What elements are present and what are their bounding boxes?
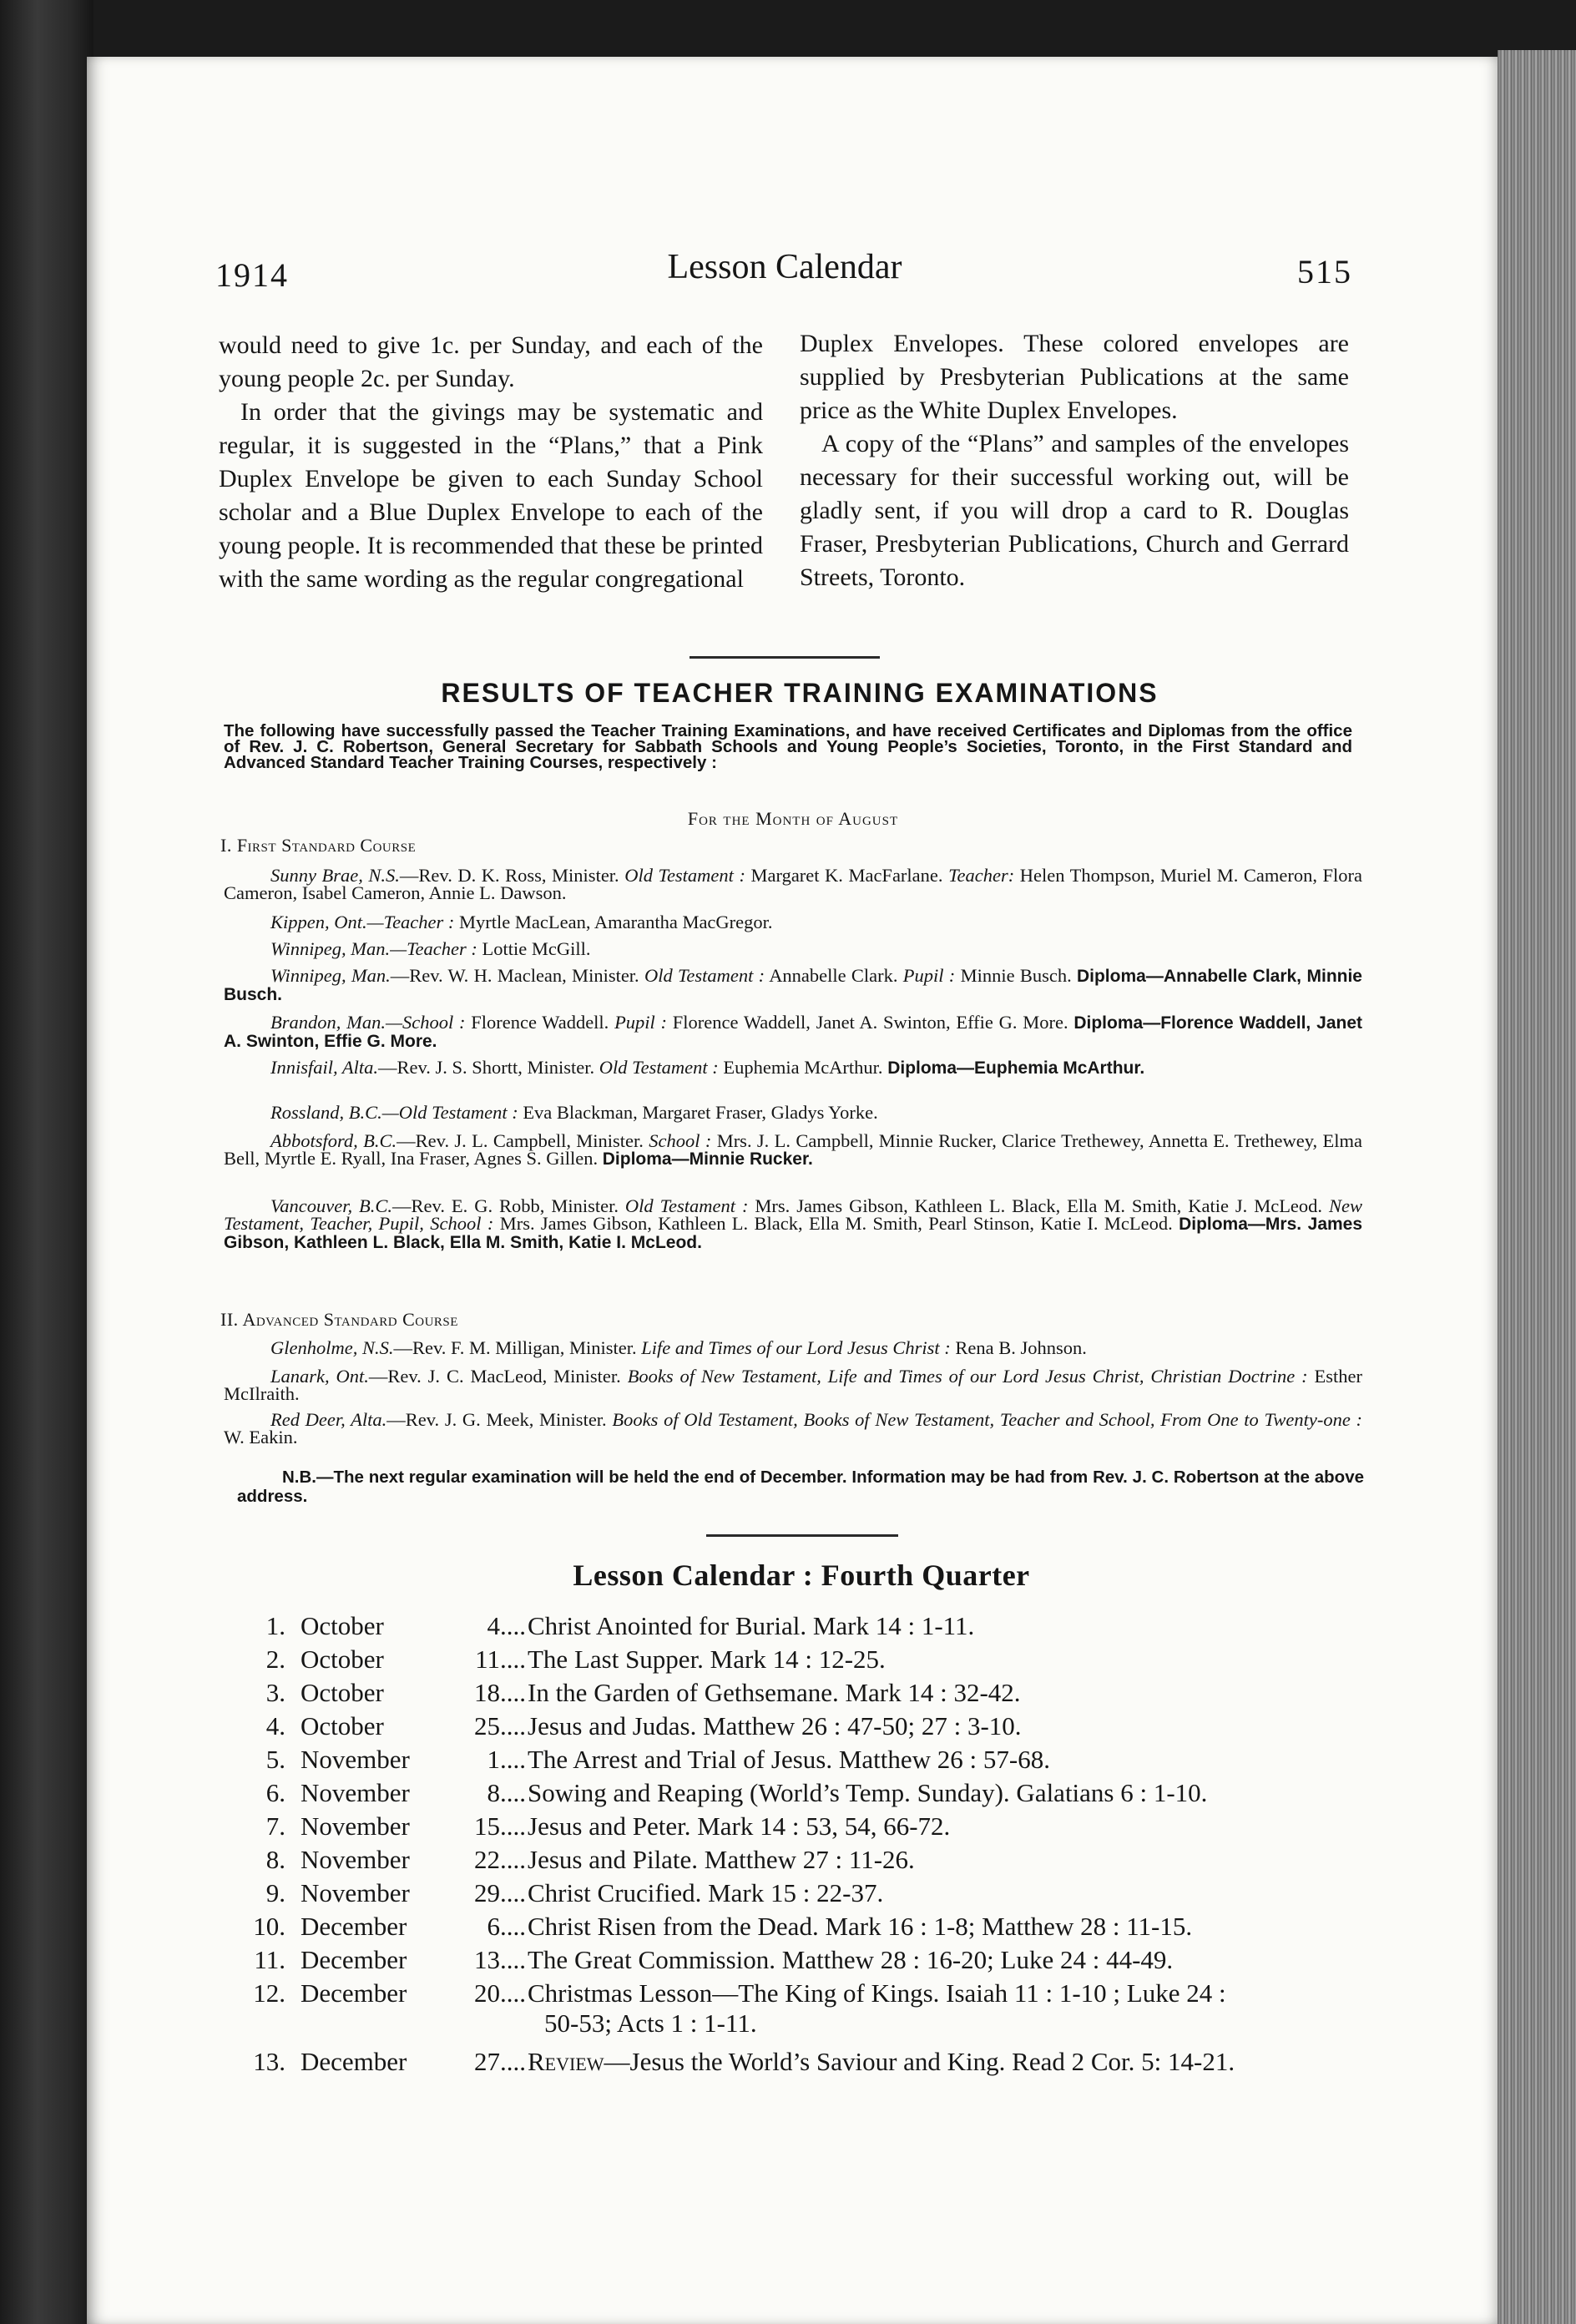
divider-rule [690, 656, 880, 659]
lesson-row: 4. October 25.... Jesus and Judas. Matthew 26 : 47-50; 27 : 3-10. [265, 1711, 1022, 1740]
lesson-row: 7. November 15.... Jesus and Peter. Mark 14 : 53, 54, 66-72. [265, 1811, 951, 1841]
nb-note: N.B.—The next regular examination will be held the end of December. Information may be had from Rev. J. C. Robertson at the above address. [237, 1468, 1364, 1506]
section-advanced-standard: II. Advanced Standard Course [220, 1309, 458, 1330]
left-paragraph-1: would need to give 1c. per Sunday, and each of the young people 2c. per Sunday. [219, 331, 763, 392]
lesson-row: 8. November 22.... Jesus and Pilate. Matthew 27 : 11-26. [265, 1845, 915, 1874]
left-paragraph-2: In order that the givings may be systematic and regular, it is suggested in the “Plans,” that a Pink Duplex Envelope be given to each Sunday School scholar and a Blue Duplex Envelope to each of the young people. It is recommended that these be printed with the same wording as the regular congregational [219, 398, 763, 593]
right-column [800, 327, 1349, 594]
results-intro: The following have successfully passed the Teacher Training Examinations, and have received Certificates and Diplomas from the office of Rev. J. C. Robertson, General Secretary for Sabbath Schools and Young People’s Societies, Toronto, in the First Standard and Advanced Standard Teacher Training Courses, respectively : [224, 721, 1352, 772]
lesson-row: 5. November 1.... The Arrest and Trial of Jesus. Matthew 26 : 57-68. [265, 1745, 1050, 1774]
left-column [219, 329, 763, 596]
lesson-row-continuation: 50-53; Acts 1 : 1-11. [544, 2008, 757, 2038]
entry-red-deer: Red Deer, Alta.—Rev. J. G. Meek, Minister. Books of Old Testament, Books of New Testament, Teacher and School, From One to Twenty-one : W. Eakin. [224, 1409, 1362, 1447]
lesson-row: 3. October 18.... In the Garden of Gethsemane. Mark 14 : 32-42. [265, 1678, 1021, 1707]
entry-sunny-brae: Sunny Brae, N.S.—Rev. D. K. Ross, Minister. Old Testament : Margaret K. MacFarlane. Teacher: Helen Thompson, Muriel M. Cameron, Flora Cameron, Isabel Cameron, Annie L. Dawson. [224, 865, 1363, 903]
entry-kippen: Kippen, Ont.—Teacher : Myrtle MacLean, Amarantha MacGregor. [270, 912, 773, 932]
lesson-row: 12. December 20.... Christmas Lesson—The King of Kings. Isaiah 11 : 1-10 ; Luke 24 : [253, 1978, 1226, 2008]
header-title: Lesson Calendar [667, 248, 902, 286]
right-paragraph-2: A copy of the “Plans” and samples of the envelopes necessary for their successful working out, will be gladly sent, if you will drop a card to R. Douglas Fraser, Presbyterian Publications, Church and Gerrard Streets, Toronto. [800, 430, 1349, 591]
lesson-row: 9. November 29.... Christ Crucified. Mark 15 : 22-37. [265, 1878, 884, 1907]
entry-winnipeg-2: Winnipeg, Man.—Rev. W. H. Maclean, Minister. Old Testament : Annabelle Clark. Pupil : Minnie Busch. Diploma—Annabelle Clark, Minnie Busch. [224, 965, 1362, 1004]
lesson-row: 6. November 8.... Sowing and Reaping (World’s Temp. Sunday). Galatians 6 : 1-10. [265, 1778, 1208, 1807]
entry-rossland: Rossland, B.C.—Old Testament : Eva Blackman, Margaret Fraser, Gladys Yorke. [270, 1102, 878, 1123]
book-spine-left [0, 0, 93, 2324]
divider-rule-2 [706, 1534, 898, 1537]
page-stack-edge [1498, 50, 1576, 2324]
entry-innisfail: Innisfail, Alta.—Rev. J. S. Shortt, Minister. Old Testament : Euphemia McArthur. Diploma—Euphemia McArthur. [270, 1057, 1145, 1078]
lesson-row: 2. October 11.... The Last Supper. Mark 14 : 12-25. [265, 1644, 886, 1674]
header-year: 1914 [215, 256, 289, 294]
header-page-number: 515 [1297, 253, 1352, 290]
entry-glenholme: Glenholme, N.S.—Rev. F. M. Milligan, Minister. Life and Times of our Lord Jesus Christ : Rena B. Johnson. [270, 1337, 1087, 1358]
entry-abbotsford: Abbotsford, B.C.—Rev. J. L. Campbell, Minister. School : Mrs. J. L. Campbell, Minnie Rucker, Clarice Trethewey, Annetta E. Trethewey, Elma Bell, Myrtle E. Ryall, Ina Fraser, Agnes S. Gillen. Diploma—Minnie Rucker. [224, 1130, 1362, 1169]
right-paragraph-1: Duplex Envelopes. These colored envelopes are supplied by Presbyterian Publications at the same price as the White Duplex Envelopes. [800, 330, 1349, 424]
entry-brandon: Brandon, Man.—School : Florence Waddell. Pupil : Florence Waddell, Janet A. Swinton, Effie G. More. Diploma—Florence Waddell, Janet A. Swinton, Effie G. More. [224, 1012, 1363, 1051]
lesson-row: 1. October 4.... Christ Anointed for Burial. Mark 14 : 1-11. [265, 1611, 975, 1640]
results-title: RESULTS OF TEACHER TRAINING EXAMINATIONS [441, 678, 1159, 708]
lesson-row: 11. December 13.... The Great Commission. Matthew 28 : 16-20; Luke 24 : 44-49. [254, 1945, 1174, 1974]
entry-lanark: Lanark, Ont.—Rev. J. C. MacLeod, Minister. Books of New Testament, Life and Times of our Lord Jesus Christ, Christian Doctrine : Esther McIlraith. [224, 1366, 1363, 1404]
entry-vancouver: Vancouver, B.C.—Rev. E. G. Robb, Minister. Old Testament : Mrs. James Gibson, Kathleen L. Black, Ella M. Smith, Katie J. McLeod. New Testament, Teacher, Pupil, School : Mrs. James Gibson, Kathleen L. Black, Ella M. Smith, Pearl Stinson, Katie I. McLeod. Diploma—Mrs. James Gibson, Kathleen L. Black, Ella M. Smith, Katie I. McLeod. [224, 1195, 1363, 1252]
results-month: For the Month of August [687, 808, 899, 829]
entry-winnipeg-1: Winnipeg, Man.—Teacher : Lottie McGill. [270, 938, 591, 959]
lesson-row: 13. December 27.... Review—Jesus the World’s Saviour and King. Read 2 Cor. 5: 14-21. [253, 2047, 1235, 2076]
section-first-standard: I. First Standard Course [220, 835, 417, 856]
lesson-row: 10. December 6.... Christ Risen from the Dead. Mark 16 : 1-8; Matthew 28 : 11-15. [253, 1912, 1193, 1941]
calendar-title: Lesson Calendar : Fourth Quarter [573, 1559, 1030, 1592]
